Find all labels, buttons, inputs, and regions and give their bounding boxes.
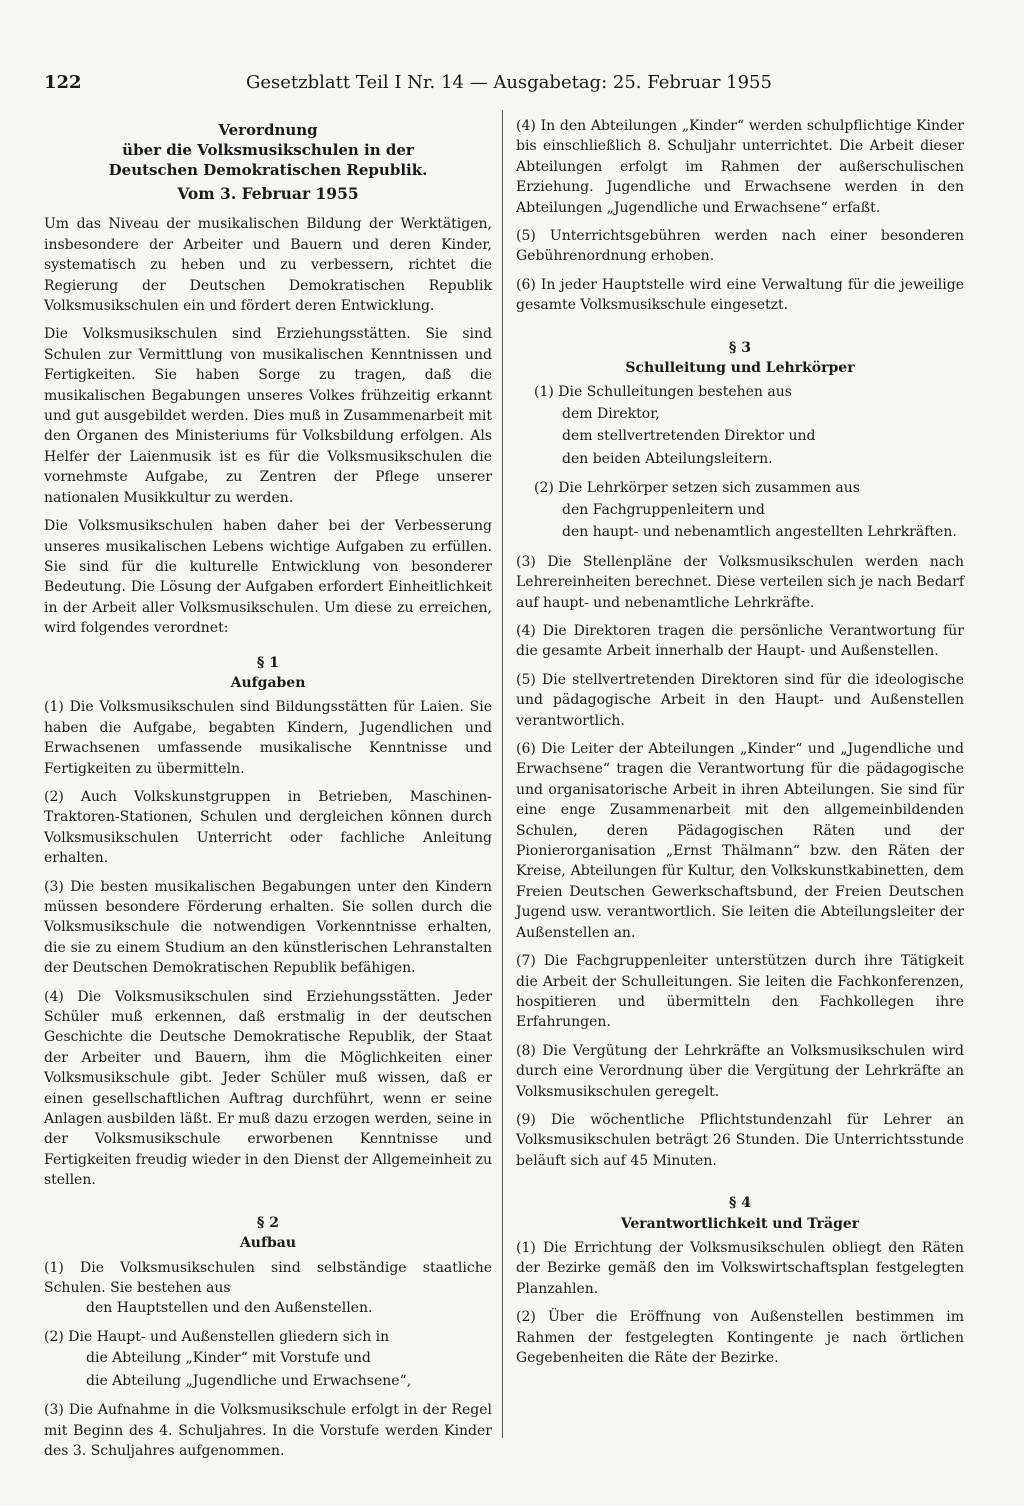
list-item: den Hauptstellen und den Außenstellen. [86, 1300, 373, 1317]
section-paragraph: (3) Die besten musikalischen Begabungen unter den Kindern müssen besondere Förderung erhalten. Sie sollen durch die Volksmusikschule die notwendigen Vorkenntnisse erhalten, die sie zu einem Studium an den künstlerischen Lehranstalten der Deutschen Demokratischen Republik befähigen. [44, 878, 492, 977]
preamble-paragraph: Um das Niveau der musikalischen Bildung der Werktätigen, insbesondere der Arbeiter und Bauern und deren Kinder, systematisch zu heben und zu verbessern, richtet die Regierung der Deutschen Demokratischen Republik Volksmusikschulen ein und fördert deren Entwicklung. [44, 216, 492, 315]
section-paragraph: (7) Die Fachgruppenleiter unterstützen durch ihre Tätigkeit die Arbeit der Schulleitungen. Sie leiten die Fachkonferenzen, hospitieren und übermitteln den Fachkollegen ihre Erfahrungen. [516, 953, 964, 1031]
section-paragraph: (1) Die Volksmusikschulen sind Bildungsstätten für Laien. Sie haben die Aufgabe, begabten Kindern, Jugendlichen und Erwachsenen umfassende musikalische Kenntnisse und Fertigkeiten zu übermitteln. [44, 699, 492, 777]
title-line: über die Volksmusikschulen in der [122, 141, 414, 159]
section-heading: Aufbau [239, 1235, 297, 1252]
section-paragraph: (1) Die Schulleitungen bestehen aus [534, 384, 792, 401]
list-item: dem Direktor, [562, 405, 660, 422]
list-item: den beiden Abteilungsleitern. [562, 450, 773, 467]
preamble-paragraph: Die Volksmusikschulen sind Erziehungsstätten. Sie sind Schulen zur Vermittlung von musikalischen Kenntnissen und Fertigkeiten. Sie haben Sorge zu tragen, daß die musikalischen Begabungen unseres Volkes frühzeitig erkannt und gut ausgebildet werden. Dies muß in Zusammenarbeit mit den Organen des Ministeriums für Volksbildung erfolgen. Als Helfer der Laienmusik ist es für die Volksmusikschulen die vornehmste Aufgabe, zu Zentren der Pflege unserer nationalen Musikkultur zu werden. [44, 326, 492, 506]
section-heading: Schulleitung und Lehrkörper [625, 360, 855, 377]
document-date: Vom 3. Februar 1955 [177, 184, 359, 203]
section-sign: § 3 [729, 339, 751, 356]
list-item: den Fachgruppenleitern und [562, 501, 765, 518]
section-paragraph: (3) Die Aufnahme in die Volksmusikschule erfolgt in der Regel mit Beginn des 4. Schuljahres. In die Vorstufe werden Kinder des 3. Schuljahres aufgenommen. [44, 1402, 492, 1459]
section-sign: § 2 [257, 1214, 279, 1231]
page-header [44, 72, 976, 102]
preamble-paragraph: Die Volksmusikschulen haben daher bei der Verbesserung unseres musikalischen Lebens wichtige Aufgaben zu erfüllen. Sie sind für die kulturelle Entwicklung von besonderer Bedeutung. Die Lösung der Aufgaben erfordert Einheitlichkeit in der Arbeit aller Volksmusikschulen. Um diese zu erreichen, wird folgendes verordnet: [44, 518, 492, 637]
section-paragraph: (5) Die stellvertretenden Direktoren sind für die ideologische und pädagogische Arbeit in den Haupt- und Außenstellen verantwortlich. [516, 671, 964, 729]
section-heading: Aufgaben [230, 674, 306, 691]
indented-list [562, 499, 964, 544]
section-paragraph: (5) Unterrichtsgebühren werden nach einer besonderen Gebührenordnung erhoben. [516, 228, 964, 265]
right-column [516, 116, 964, 1376]
left-column [44, 116, 492, 1469]
title-line: Verordnung [218, 121, 318, 139]
indented-list [562, 403, 964, 471]
list-item: die Abteilung „Jugendliche und Erwachsene“, [86, 1372, 412, 1389]
list-item: die Abteilung „Kinder“ mit Vorstufe und [86, 1350, 371, 1367]
section-heading: Verantwortlichkeit und Träger [620, 1215, 860, 1232]
section-sign: § 4 [729, 1195, 751, 1212]
section-paragraph: (4) Die Volksmusikschulen sind Erziehungsstätten. Jeder Schüler muß erkennen, daß erstmalig in der deutschen Geschichte die Deutsche Demokratische Republik, der Staat der Arbeiter und Bauern, ihm die Möglichkeiten einer Volksmusikschule gibt. Jeder Schüler muß wissen, daß er einen gesellschaftlichen Auftrag durchführt, wenn er seine Anlagen ausbilden läßt. Er muß dazu erzogen werden, seine in der Volksmusikschule erworbenen Kenntnisse und Fertigkeiten freudig wieder in den Dienst der Allgemeinheit zu stellen. [44, 988, 492, 1189]
section-paragraph: (1) Die Volksmusikschulen sind selbständige staatliche Schulen. Sie bestehen aus [44, 1259, 492, 1296]
section-paragraph: (9) Die wöchentliche Pflichtstundenzahl für Lehrer an Volksmusikschulen beträgt 26 Stunden. Die Unterrichtsstunde beläuft sich auf 45 Minuten. [516, 1111, 964, 1169]
running-head: Gesetzblatt Teil I Nr. 14 — Ausgabetag: 25. Februar 1955 [246, 72, 772, 93]
section-paragraph: (6) Die Leiter der Abteilungen „Kinder“ und „Jugendliche und Erwachsene“ tragen die Verantwortung für die pädagogische und organisatorische Arbeit in ihren Abteilungen. Sie sind für eine enge Zusammenarbeit mit den allgemeinbildenden Schulen, deren Pädagogischen Räten und der Pionierorganisation „Ernst Thälmann“ bzw. den Räten der Kreise, Abteilungen für Kultur, den Volkskunstkabinetten, dem Freien Deutschen Gewerkschaftsbund, der Freien Deutschen Jugend usw. verantwortlich. Sie leiten die Abteilungsleiter der Außenstellen an. [516, 741, 964, 941]
list-item: den haupt- und nebenamtlich angestellten Lehrkräften. [562, 524, 957, 541]
title-line: Deutschen Demokratischen Republik. [108, 161, 428, 179]
section-paragraph: (4) In den Abteilungen „Kinder“ werden schulpflichtige Kinder bis einschließlich 8. Schuljahr unterrichtet. Die Arbeit dieser Abteilungen erfolgt im Rahmen der außerschulischen Erziehung. Jugendliche und Erwachsene werden in den Abteilungen „Jugendliche und Erwachsene“ erfaßt. [516, 118, 964, 216]
section-paragraph: (6) In jeder Hauptstelle wird eine Verwaltung für die jeweilige gesamte Volksmusikschule eingesetzt. [516, 276, 964, 314]
list-item: dem stellvertretenden Direktor und [562, 428, 816, 445]
section-paragraph: (3) Die Stellenpläne der Volksmusikschulen werden nach Lehrereinheiten berechnet. Diese verteilen sich je nach Bedarf auf haupt- und nebenamtliche Lehrkräfte. [516, 553, 964, 611]
document-title [44, 120, 492, 180]
section-paragraph: (2) Über die Eröffnung von Außenstellen bestimmen im Rahmen der festgelegten Kontingente je nach örtlichen Gegebenheiten die Räte der Bezirke. [516, 1309, 964, 1366]
indented-list [86, 1347, 492, 1392]
section-paragraph: (8) Die Vergütung der Lehrkräfte an Volksmusikschulen wird durch eine Verordnung über die Vergütung der Lehrkräfte an Volksmusikschulen geregelt. [516, 1042, 964, 1100]
section-paragraph: (2) Die Haupt- und Außenstellen gliedern sich in [44, 1328, 390, 1345]
section-sign: § 1 [257, 654, 279, 671]
section-paragraph: (2) Die Lehrkörper setzen sich zusammen aus [534, 480, 860, 497]
column-divider [502, 110, 503, 1438]
section-paragraph: (1) Die Errichtung der Volksmusikschulen obliegt den Räten der Bezirke gemäß den im Volkswirtschaftsplan festgelegten Planzahlen. [516, 1239, 964, 1297]
section-paragraph: (4) Die Direktoren tragen die persönliche Verantwortung für die gesamte Arbeit innerhalb der Haupt- und Außenstellen. [516, 623, 964, 660]
section-paragraph: (2) Auch Volkskunstgruppen in Betrieben, Maschinen-Traktoren-Stationen, Schulen und dergleichen können durch Volksmusikschulen Unterricht oder fachliche Anleitung erhalten. [44, 788, 492, 867]
page-number: 122 [44, 72, 82, 93]
